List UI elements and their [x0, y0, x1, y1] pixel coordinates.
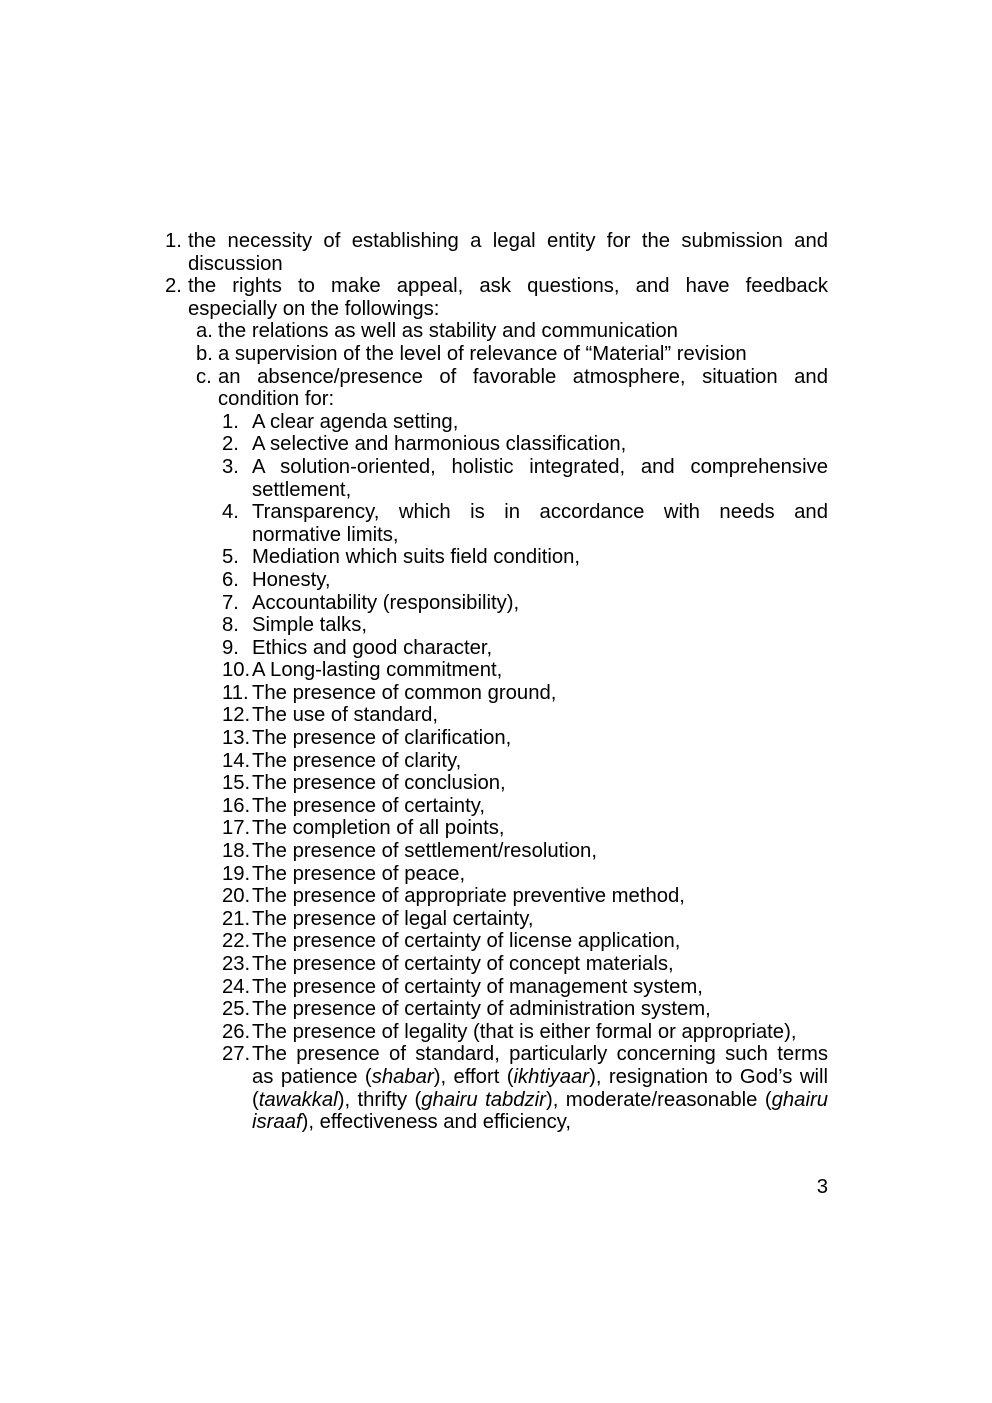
list-line	[218, 388, 828, 411]
list-marker: 9.	[222, 636, 239, 659]
list-line	[222, 659, 828, 682]
list-line	[222, 591, 828, 615]
list-line	[222, 636, 828, 660]
list-marker: 17.	[222, 817, 251, 840]
list-line	[252, 1089, 828, 1112]
line-text: The presence of peace,	[252, 862, 466, 885]
italic-term: israaf	[252, 1111, 302, 1134]
line-text: the rights to make appeal, ask questions, and have feedback	[188, 275, 828, 298]
line-text: A solution-oriented, holistic integrated, and comprehensive	[252, 455, 828, 478]
line-text: Simple talks,	[252, 614, 367, 637]
line-text: condition for:	[218, 388, 335, 411]
document-body	[0, 230, 992, 1134]
line-text: A Long-lasting commitment,	[252, 659, 503, 682]
italic-term: ikhtiyaar	[513, 1065, 590, 1088]
list-line	[252, 1066, 828, 1089]
line-text: Ethics and good character,	[252, 636, 493, 659]
line-text: The presence of legality (that is either formal or appropriate),	[252, 1020, 797, 1043]
line-text: The presence of conclusion,	[252, 772, 506, 795]
list-marker: c.	[196, 365, 212, 388]
list-line	[196, 320, 828, 343]
line-text: Transparency, which is in accordance with needs and	[252, 501, 828, 524]
list-line	[222, 455, 828, 479]
line-text: The presence of clarity,	[252, 749, 462, 772]
line-text: The presence of clarification,	[252, 727, 512, 750]
list-marker: 2.	[222, 433, 239, 456]
list-line	[222, 433, 828, 456]
italic-term: ghairu tabdzir	[421, 1088, 546, 1111]
list-line	[222, 614, 828, 637]
line-text: especially on the followings:	[188, 297, 440, 320]
italic-term: ghairu	[771, 1088, 829, 1111]
list-line	[222, 998, 828, 1021]
list-marker: 1.	[165, 230, 182, 252]
list-line	[222, 727, 828, 750]
list-line	[222, 546, 828, 569]
list-line	[222, 568, 828, 592]
list-marker: 27.	[222, 1043, 251, 1066]
list-line	[252, 524, 828, 547]
line-text: the necessity of establishing a legal entity for the submission and	[188, 230, 828, 252]
line-text: ), effectiveness and efficiency,	[301, 1111, 572, 1134]
line-text: ), moderate/reasonable (	[545, 1088, 772, 1111]
list-marker: 24.	[222, 975, 251, 998]
italic-term: tawakkal	[258, 1088, 338, 1111]
list-line	[196, 365, 828, 389]
list-marker: 10.	[222, 659, 251, 682]
list-line	[252, 1111, 828, 1134]
list-line	[222, 749, 828, 773]
line-text: Honesty,	[252, 568, 331, 591]
list-line	[222, 840, 828, 863]
italic-term: shabar	[371, 1065, 434, 1088]
list-line	[165, 230, 828, 253]
list-line	[222, 817, 828, 840]
line-text: The presence of legal certainty,	[252, 907, 534, 930]
page-number: 3	[816, 1176, 828, 1198]
list-marker: 4.	[222, 501, 239, 524]
line-text: Accountability (responsibility),	[252, 591, 520, 614]
list-line	[252, 479, 828, 502]
list-marker: 25.	[222, 998, 251, 1021]
line-text: The completion of all points,	[252, 817, 505, 840]
list-marker: 1.	[222, 410, 239, 433]
list-line	[222, 953, 828, 976]
list-marker: 15.	[222, 772, 251, 795]
list-line	[196, 342, 828, 366]
line-text: A selective and harmonious classification,	[252, 433, 627, 456]
list-marker: 5.	[222, 546, 239, 569]
line-text: Mediation which suits field condition,	[252, 546, 581, 569]
line-text: discussion	[188, 252, 283, 275]
line-text: ), resignation to God’s will	[589, 1065, 829, 1088]
list-line	[165, 275, 828, 298]
list-marker: a.	[196, 320, 213, 343]
list-marker: 21.	[222, 907, 251, 930]
list-line	[222, 862, 828, 886]
list-line	[222, 907, 828, 931]
list-line	[222, 704, 828, 727]
list-line	[222, 794, 828, 818]
line-text: ), thrifty (	[337, 1088, 422, 1111]
line-text: normative limits,	[252, 523, 399, 546]
list-marker: 7.	[222, 591, 239, 614]
line-text: The presence of appropriate preventive method,	[252, 885, 685, 908]
list-marker: 19.	[222, 862, 251, 885]
list-marker: 16.	[222, 794, 251, 817]
list-marker: 11.	[222, 681, 249, 704]
list-marker: b.	[196, 342, 213, 365]
list-line	[222, 885, 828, 908]
line-text: The presence of certainty of administration system,	[252, 998, 711, 1021]
list-marker: 13.	[222, 727, 251, 750]
list-marker: 8.	[222, 614, 239, 637]
line-text: an absence/presence of favorable atmosphere, situation and	[218, 365, 828, 388]
list-line	[222, 681, 828, 705]
list-line	[188, 298, 828, 321]
line-text: A clear agenda setting,	[252, 410, 459, 433]
line-text: as patience (	[252, 1065, 372, 1088]
line-text: The use of standard,	[252, 704, 439, 727]
line-text: The presence of common ground,	[252, 681, 557, 704]
list-marker: 3.	[222, 455, 239, 478]
line-text: The presence of certainty of management system,	[252, 975, 703, 998]
list-line	[222, 501, 828, 524]
list-line	[222, 410, 828, 434]
line-text: The presence of settlement/resolution,	[252, 840, 597, 863]
line-text: The presence of certainty of concept materials,	[252, 953, 674, 975]
list-marker: 2.	[165, 275, 182, 298]
line-text: the relations as well as stability and communication	[218, 320, 678, 343]
list-line	[222, 930, 828, 953]
line-text: a supervision of the level of relevance of “Material” revision	[218, 342, 747, 365]
line-text: The presence of certainty of license application,	[252, 930, 681, 953]
list-line	[188, 253, 828, 276]
line-text: ), effort (	[433, 1065, 514, 1088]
list-line	[222, 1020, 828, 1044]
list-marker: 26.	[222, 1020, 251, 1043]
list-marker: 6.	[222, 568, 239, 591]
list-line	[222, 975, 828, 999]
line-text: The presence of certainty,	[252, 794, 485, 817]
list-line	[222, 1043, 828, 1066]
list-marker: 23.	[222, 953, 251, 975]
line-text: (	[252, 1088, 259, 1111]
list-marker: 18.	[222, 840, 251, 863]
list-marker: 12.	[222, 704, 251, 727]
list-line	[222, 772, 828, 795]
list-marker: 20.	[222, 885, 251, 908]
line-text: settlement,	[252, 478, 352, 501]
list-marker: 14.	[222, 749, 251, 772]
line-text: The presence of standard, particularly concerning such terms	[252, 1043, 828, 1066]
list-marker: 22.	[222, 930, 251, 953]
